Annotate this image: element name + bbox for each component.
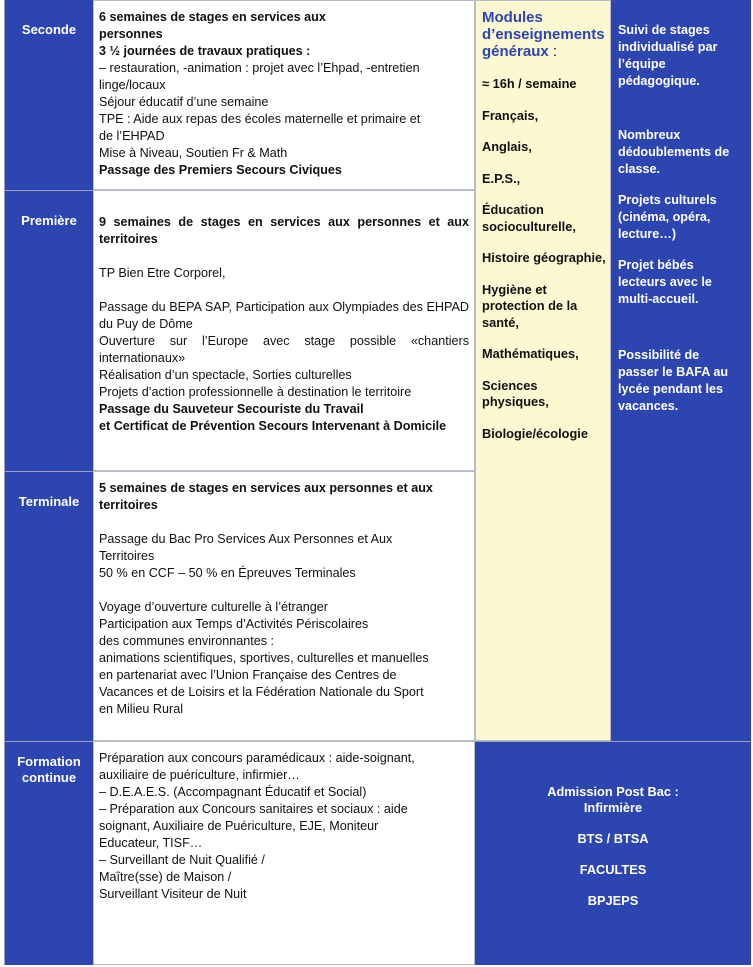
module-item: E.P.S., xyxy=(482,170,521,186)
module-item: Français, xyxy=(482,107,539,123)
formation-line: – Surveillant de Nuit Qualifié / xyxy=(99,853,265,867)
side-bebes: Projet bébés lecteurs avec le multi-accueil. xyxy=(618,258,712,306)
seconde-stages-line1: 6 semaines de stages en services aux xyxy=(99,10,326,24)
seconde-mise-a-niveau: Mise à Niveau, Soutien Fr & Math xyxy=(99,146,288,160)
post-bac-bts: BTS / BTSA xyxy=(577,831,649,846)
premiere-sst: Passage du Sauveteur Secouriste du Travail xyxy=(99,402,364,416)
level-seconde xyxy=(5,0,93,190)
formation-line: Educateur, TISF… xyxy=(99,836,203,850)
terminale-bac-line2: Territoires xyxy=(99,549,155,563)
premiere-europe: Ouverture sur l’Europe avec stage possible «chantiers internationaux» xyxy=(99,334,469,365)
terminale-stages: 5 semaines de stages en services aux personnes et aux territoires xyxy=(99,481,433,512)
modules-title-line3: généraux : xyxy=(482,43,558,60)
terminale-ccf: 50 % en CCF – 50 % en Épreuves Terminales xyxy=(99,566,356,580)
terminale-animations-line1: animations scientifiques, sportives, culturelles et manuelles xyxy=(99,651,429,665)
terminale-bac-line1: Passage du Bac Pro Services Aux Personnes et Aux xyxy=(99,532,393,546)
formation-line: – D.E.A.E.S. (Accompagnant Éducatif et Social) xyxy=(99,785,367,799)
formation-line: – Préparation aux Concours sanitaires et sociaux : aide xyxy=(99,802,408,816)
side-bafa: Possibilité de passer le BAFA au lycée pendant les vacances. xyxy=(618,348,729,413)
level-label: Première xyxy=(21,213,77,228)
terminale-animations-line2: en partenariat avec l’Union Française des Centres de xyxy=(99,668,397,682)
level-label-line1: Formation xyxy=(17,754,81,769)
terminale-voyage: Voyage d’ouverture culturelle à l’étranger xyxy=(99,600,328,614)
module-item: Éducation socioculturelle, xyxy=(482,202,576,234)
formation-line: Surveillant Visiteur de Nuit xyxy=(99,887,247,901)
module-item: Sciences physiques, xyxy=(482,377,549,409)
modules-hours: ≈ 16h / semaine xyxy=(482,76,577,91)
terminale-tap-line2: des communes environnantes : xyxy=(99,634,275,648)
post-bac-panel xyxy=(475,741,751,965)
modules-panel xyxy=(475,0,611,741)
module-item: Hygiène et protection de la santé, xyxy=(482,281,578,330)
seconde-stages-line2: personnes xyxy=(99,27,163,41)
level-label-line2: continue xyxy=(21,770,77,785)
level-terminale xyxy=(5,471,93,741)
side-dedoublements: Nombreux dédoublements de classe. xyxy=(618,128,730,176)
premiere-certificat: et Certificat de Prévention Secours Intervenant à Domicile xyxy=(99,419,447,433)
seconde-sejour: Séjour éducatif d’une semaine xyxy=(99,95,269,109)
module-item: Biologie/écologie xyxy=(482,425,588,441)
terminale-tap-line1: Participation aux Temps d’Activités Périscolaires xyxy=(99,617,369,631)
post-bac-bpjeps: BPJEPS xyxy=(587,893,639,908)
module-item: Mathématiques, xyxy=(482,346,579,361)
side-culturels: Projets culturels (cinéma, opéra, lecture…) xyxy=(618,193,717,241)
seconde-tp-title: 3 ½ journées de travaux pratiques : xyxy=(99,44,311,58)
seconde-tp-line2: linge/locaux xyxy=(99,78,166,92)
post-bac-admission-line2: Infirmière xyxy=(583,800,643,815)
formation-line: auxiliaire de puériculture, infirmier… xyxy=(99,768,300,782)
accompaniment-panel xyxy=(611,0,751,741)
formation-table xyxy=(4,0,751,965)
level-premiere xyxy=(5,190,93,471)
terminale-content xyxy=(93,471,475,741)
formation-line: soignant, Auxiliaire de Puériculture, EJE, Moniteur xyxy=(99,819,379,833)
module-item: Anglais, xyxy=(482,139,532,154)
module-item: Histoire géographie, xyxy=(482,250,606,265)
seconde-content xyxy=(93,0,475,190)
terminale-animations-line3: Vacances et de Loisirs et la Fédération Nationale du Sport xyxy=(99,685,424,699)
seconde-tpe-line1: TPE : Aide aux repas des écoles maternelle et primaire et xyxy=(99,112,421,126)
side-suivi: Suivi de stages individualisé par l’équipe pédagogique. xyxy=(618,23,718,88)
terminale-animations-line4: en Milieu Rural xyxy=(99,702,183,716)
formation-line: Préparation aux concours paramédicaux : aide-soignant, xyxy=(99,751,415,765)
level-label: Terminale xyxy=(18,494,80,509)
modules-title-line1: Modules xyxy=(482,9,543,26)
modules-title-line2: d’enseignements xyxy=(482,26,605,43)
level-formation-continue xyxy=(5,741,93,965)
level-label: Seconde xyxy=(21,22,77,37)
post-bac-admission-line1: Admission Post Bac : xyxy=(547,784,679,799)
seconde-tpe-line2: de l’EHPAD xyxy=(99,129,165,143)
formation-line: Maître(sse) de Maison / xyxy=(99,870,232,884)
premiere-tp: TP Bien Etre Corporel, xyxy=(99,266,226,280)
seconde-premiers-secours: Passage des Premiers Secours Civiques xyxy=(99,163,342,177)
seconde-tp-line1: – restauration, -animation : projet avec l’Ehpad, -entretien xyxy=(99,61,420,75)
premiere-stages: 9 semaines de stages en services aux personnes et aux territoires xyxy=(99,215,469,246)
formation-continue-content xyxy=(93,741,475,965)
premiere-content xyxy=(93,190,475,471)
post-bac-facultes: FACULTES xyxy=(579,862,647,877)
premiere-bepa: Passage du BEPA SAP, Participation aux Olympiades des EHPAD du Puy de Dôme xyxy=(99,300,469,331)
premiere-spectacle: Réalisation d’un spectacle, Sorties culturelles xyxy=(99,368,352,382)
premiere-projets: Projets d’action professionnelle à destination le territoire xyxy=(99,385,412,399)
